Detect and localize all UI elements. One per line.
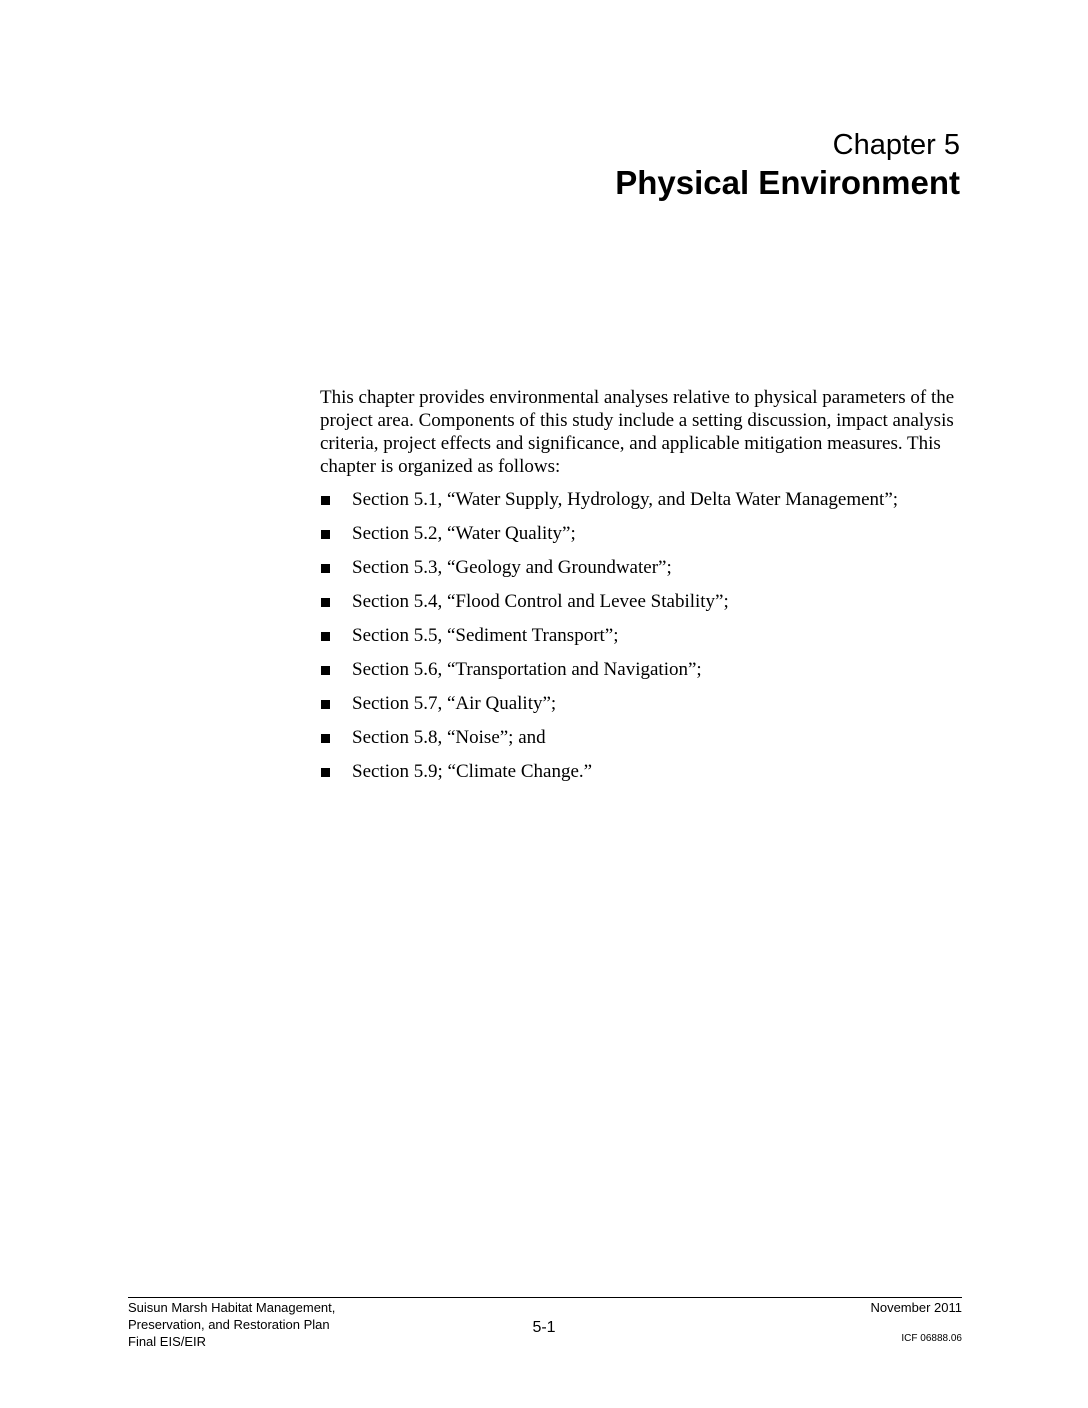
footer-document-title: [128, 1299, 335, 1350]
square-bullet-icon: [321, 598, 330, 607]
square-bullet-icon: [321, 700, 330, 709]
footer-title-line: Preservation, and Restoration Plan: [128, 1317, 330, 1332]
footer-divider: [128, 1297, 962, 1298]
list-item-text: Section 5.2, “Water Quality”;: [352, 523, 576, 544]
chapter-title: Physical Environment: [615, 164, 960, 201]
list-item: [320, 624, 960, 658]
list-item: [320, 522, 960, 556]
list-item-text: Section 5.4, “Flood Control and Levee Stability”;: [352, 591, 729, 612]
list-item-text: Section 5.9; “Climate Change.”: [352, 761, 593, 782]
list-item: [320, 658, 960, 692]
list-item-text: Section 5.8, “Noise”; and: [352, 727, 546, 748]
chapter-label: Chapter 5: [832, 129, 960, 161]
list-item: [320, 590, 960, 624]
list-item: [320, 726, 960, 760]
intro-paragraph: This chapter provides environmental analyses relative to physical parameters of the project area. Components of this study include a setting discussion, impact analysis criteria, project effects and significance, and applicable mitigation measures. This chapter is organized as follows:: [320, 387, 955, 477]
square-bullet-icon: [321, 530, 330, 539]
square-bullet-icon: [321, 632, 330, 641]
list-item-text: Section 5.1, “Water Supply, Hydrology, and Delta Water Management”;: [352, 489, 899, 510]
footer-project-code: ICF 06888.06: [901, 1333, 962, 1344]
list-item-text: Section 5.6, “Transportation and Navigation”;: [352, 659, 702, 680]
footer-date: November 2011: [870, 1300, 962, 1315]
list-item-text: Section 5.3, “Geology and Groundwater”;: [352, 557, 672, 578]
section-list: [320, 488, 960, 794]
list-item-text: Section 5.5, “Sediment Transport”;: [352, 625, 619, 646]
square-bullet-icon: [321, 768, 330, 777]
square-bullet-icon: [321, 734, 330, 743]
list-item-text: Section 5.7, “Air Quality”;: [352, 693, 557, 714]
footer-title-line: Suisun Marsh Habitat Management,: [128, 1300, 336, 1315]
list-item: [320, 556, 960, 590]
square-bullet-icon: [321, 564, 330, 573]
square-bullet-icon: [321, 496, 330, 505]
list-item: [320, 692, 960, 726]
list-item: [320, 488, 960, 522]
list-item: [320, 760, 960, 794]
square-bullet-icon: [321, 666, 330, 675]
page-number: 5-1: [532, 1319, 556, 1336]
footer-title-line: Final EIS/EIR: [128, 1334, 207, 1349]
